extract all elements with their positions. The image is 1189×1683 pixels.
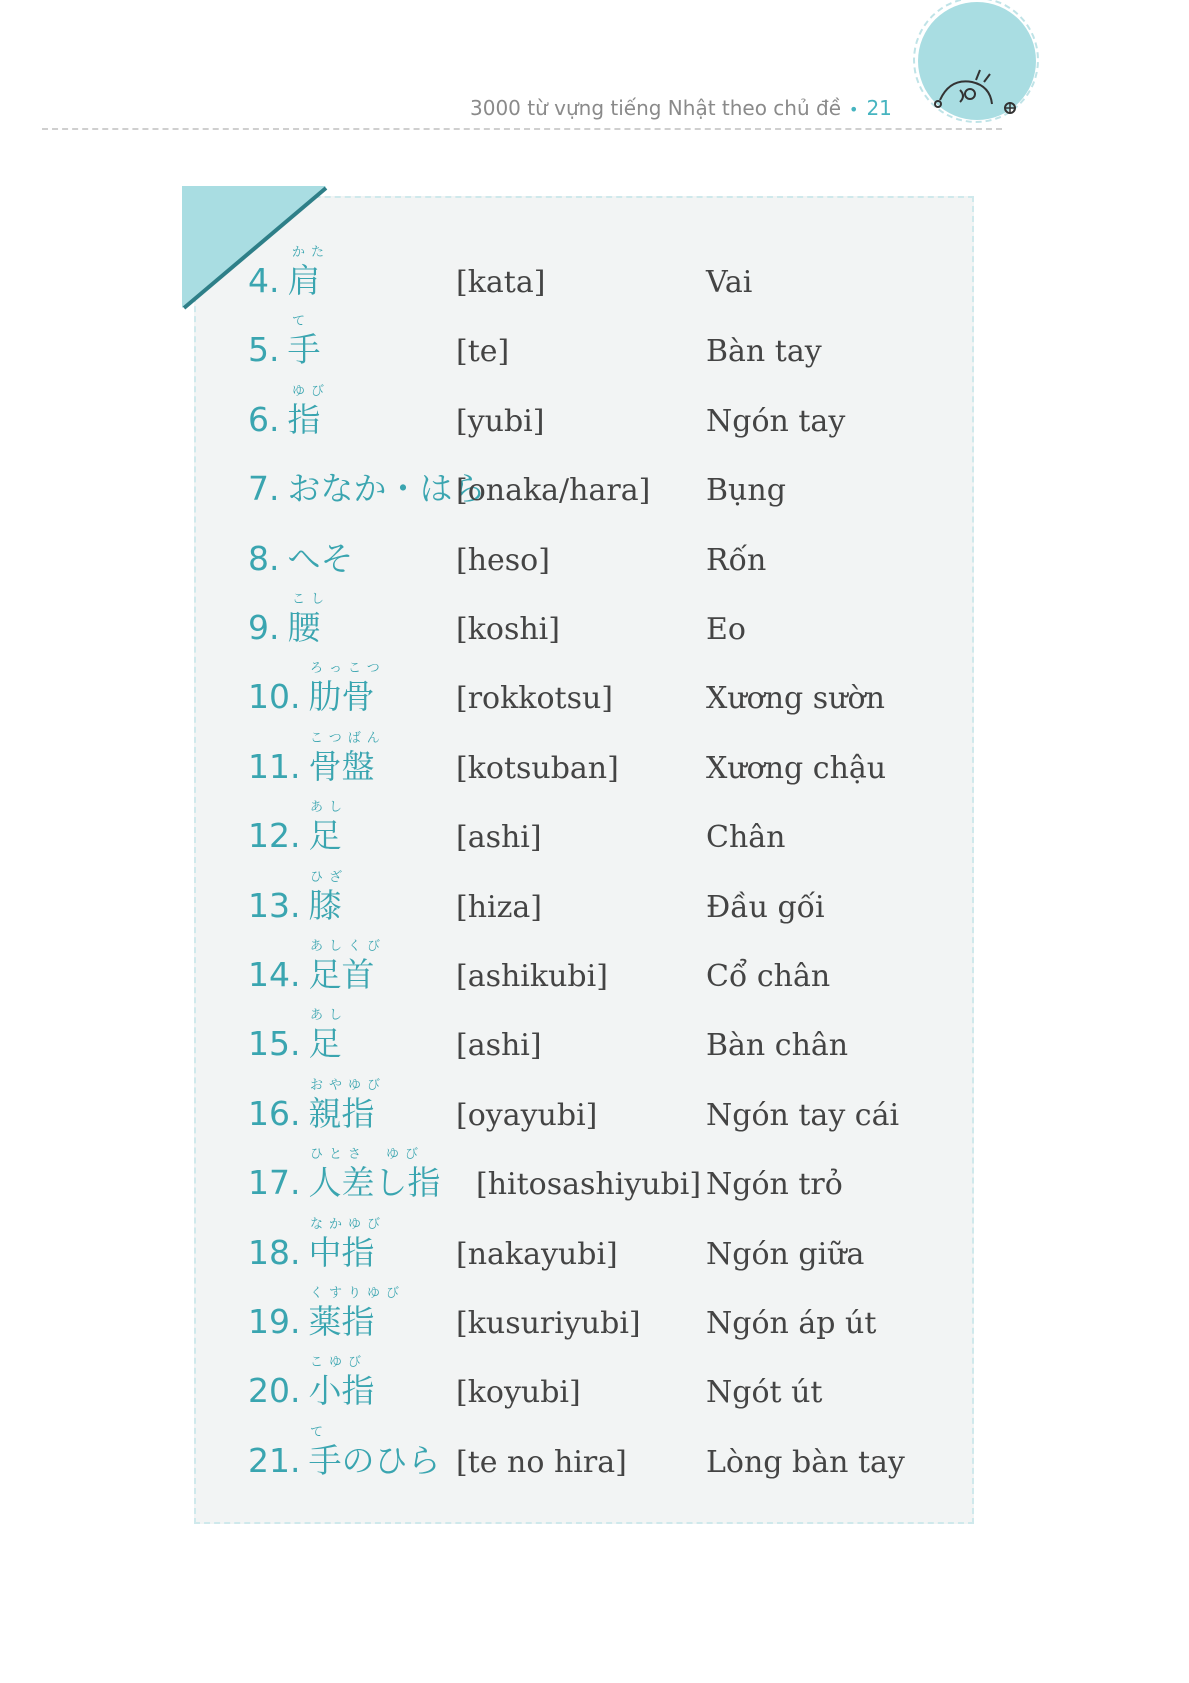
vocab-furigana: なかゆび — [310, 1216, 387, 1232]
vocab-term — [248, 463, 486, 510]
vocab-meaning: Cổ chân — [706, 959, 831, 994]
vocab-furigana: ろっこつ — [310, 661, 386, 677]
vocab-row — [248, 799, 948, 859]
vocab-row — [248, 869, 948, 929]
vocab-term — [248, 602, 321, 649]
vocab-term — [248, 324, 321, 371]
page-number: 21 — [866, 96, 892, 120]
vocab-furigana: かた — [292, 245, 331, 260]
vocab-romaji: [rokkotsu] — [456, 681, 614, 717]
vocab-term — [248, 255, 321, 302]
vocab-meaning: Lòng bàn tay — [706, 1444, 905, 1480]
vocab-japanese: 肋骨 — [308, 677, 375, 717]
vocab-japanese: 足首 — [308, 955, 375, 994]
vocab-number: 9. — [248, 608, 280, 647]
vocab-meaning: Bụng — [706, 473, 786, 509]
vocab-japanese: 薬指 — [308, 1302, 375, 1341]
vocab-romaji: [hitosashiyubi] — [476, 1167, 702, 1203]
header-separator-dot: • — [849, 100, 859, 119]
vocab-japanese: 足 — [308, 816, 342, 856]
vocab-row — [248, 383, 948, 443]
vocab-meaning: Ngón áp út — [706, 1306, 877, 1341]
vocab-japanese: 人差し指 — [308, 1163, 441, 1203]
vocab-romaji: [oyayubi] — [456, 1097, 598, 1133]
vocab-meaning: Xương sườn — [706, 681, 885, 717]
vocab-row — [248, 244, 948, 304]
vocab-japanese: 肩 — [287, 261, 321, 300]
vocab-japanese: 腰 — [287, 608, 321, 647]
vocab-row — [248, 660, 948, 720]
vocab-romaji: [ashi] — [456, 1028, 542, 1064]
vocab-term — [248, 1435, 440, 1482]
vocab-number: 10. — [248, 677, 301, 717]
vocab-japanese: 指 — [287, 399, 321, 439]
vocab-number: 6. — [248, 399, 280, 439]
vocab-japanese: おなか・はら — [287, 469, 486, 509]
vocab-furigana: ひざ — [310, 869, 349, 885]
vocab-number: 16. — [248, 1093, 301, 1133]
vocab-term — [248, 1296, 374, 1343]
vocab-romaji: [kotsuban] — [456, 750, 619, 786]
vocab-japanese: 足 — [308, 1024, 342, 1064]
vocab-furigana: あし — [310, 800, 349, 816]
vocab-row — [248, 1007, 948, 1067]
vocab-furigana: こつばん — [310, 730, 386, 746]
vocab-row — [248, 1077, 948, 1137]
vocab-japanese: 手 — [287, 330, 321, 370]
vocab-number: 7. — [248, 469, 280, 509]
vocab-row — [248, 730, 948, 790]
vocab-meaning: Bàn tay — [706, 334, 822, 370]
vocab-japanese: 親指 — [308, 1093, 375, 1133]
vocab-term — [248, 810, 341, 857]
vocab-furigana: こし — [292, 592, 331, 607]
vocab-meaning: Vai — [706, 265, 753, 300]
vocab-term — [248, 1018, 341, 1065]
vocab-romaji: [ashikubi] — [456, 959, 608, 994]
vocab-romaji: [te] — [456, 334, 510, 370]
vocab-japanese: 骨盤 — [308, 746, 375, 786]
vocab-row — [248, 1285, 948, 1345]
vocab-meaning: Ngót út — [706, 1375, 823, 1411]
vocab-term — [248, 880, 341, 927]
vocab-furigana: ひとさ ゆび — [310, 1147, 425, 1163]
vocab-number: 20. — [248, 1371, 301, 1411]
vocab-furigana: あし — [310, 1008, 349, 1024]
vocab-meaning: Rốn — [706, 542, 767, 578]
vocab-number: 15. — [248, 1024, 301, 1064]
vocab-romaji: [yubi] — [456, 403, 545, 439]
vocab-number: 19. — [248, 1302, 301, 1341]
vocab-romaji: [kusuriyubi] — [456, 1306, 641, 1341]
vocab-romaji: [nakayubi] — [456, 1236, 618, 1272]
vocab-furigana: ゆび — [292, 383, 331, 399]
vocab-row — [248, 938, 948, 998]
vocab-furigana: て — [310, 1424, 330, 1440]
vocab-romaji: [onaka/hara] — [456, 473, 651, 509]
vocab-furigana: おやゆび — [310, 1077, 387, 1093]
vocab-meaning: Ngón giữa — [706, 1236, 865, 1272]
vocab-romaji: [hiza] — [456, 889, 543, 925]
vocab-japanese: へそ — [287, 538, 354, 578]
vocab-term — [248, 949, 374, 996]
vocab-term — [248, 1088, 374, 1135]
vocab-meaning: Đầu gối — [706, 889, 825, 925]
vocab-row — [248, 1354, 948, 1414]
vocab-row — [248, 522, 948, 582]
vocab-number: 8. — [248, 538, 280, 578]
vocab-furigana: て — [292, 314, 312, 330]
vocab-number: 13. — [248, 885, 301, 925]
vocab-term — [248, 533, 354, 580]
vocab-term — [248, 1157, 440, 1204]
running-header — [470, 96, 910, 120]
vocab-japanese: 手のひら — [308, 1440, 441, 1480]
vocab-furigana: こゆび — [310, 1355, 368, 1371]
vocab-meaning: Ngón trỏ — [706, 1167, 843, 1203]
vocab-meaning: Ngón tay cái — [706, 1097, 900, 1133]
vocab-romaji: [kata] — [456, 265, 546, 300]
vocab-term — [248, 1365, 374, 1412]
vocab-number: 11. — [248, 746, 301, 786]
vocab-romaji: [koyubi] — [456, 1375, 581, 1411]
vocab-number: 17. — [248, 1163, 301, 1203]
vocab-furigana: あしくび — [310, 939, 387, 954]
vocab-row — [248, 1424, 948, 1484]
vocab-number: 14. — [248, 955, 301, 994]
vocab-number: 4. — [248, 261, 280, 300]
vocab-furigana: くすりゆび — [310, 1286, 406, 1301]
vocab-row — [248, 313, 948, 373]
vocab-number: 18. — [248, 1232, 301, 1272]
vocab-meaning: Eo — [706, 612, 746, 647]
book-title: 3000 từ vựng tiếng Nhật theo chủ đề — [470, 96, 842, 120]
vocab-japanese: 中指 — [308, 1232, 375, 1272]
vocab-meaning: Bàn chân — [706, 1028, 849, 1064]
vocab-romaji: [koshi] — [456, 612, 560, 647]
vocab-number: 12. — [248, 816, 301, 856]
vocab-row — [248, 591, 948, 651]
vocab-romaji: [heso] — [456, 542, 550, 578]
vocab-term — [248, 1227, 374, 1274]
vocab-term — [248, 671, 374, 718]
vocab-romaji: [ashi] — [456, 820, 542, 856]
vocab-row — [248, 1216, 948, 1276]
vocab-row — [248, 452, 948, 512]
vocab-number: 5. — [248, 330, 280, 370]
vocab-japanese: 膝 — [308, 885, 342, 925]
vocab-japanese: 小指 — [308, 1371, 375, 1411]
vocab-meaning: Ngón tay — [706, 403, 846, 439]
vocab-row — [248, 1146, 948, 1206]
vocab-meaning: Chân — [706, 820, 786, 856]
header-divider — [42, 128, 1002, 130]
vocab-romaji: [te no hira] — [456, 1444, 627, 1480]
vocab-number: 21. — [248, 1440, 301, 1480]
mascot-icon — [920, 60, 1020, 130]
vocab-term — [248, 394, 321, 441]
vocab-meaning: Xương chậu — [706, 750, 887, 786]
vocab-term — [248, 741, 374, 788]
